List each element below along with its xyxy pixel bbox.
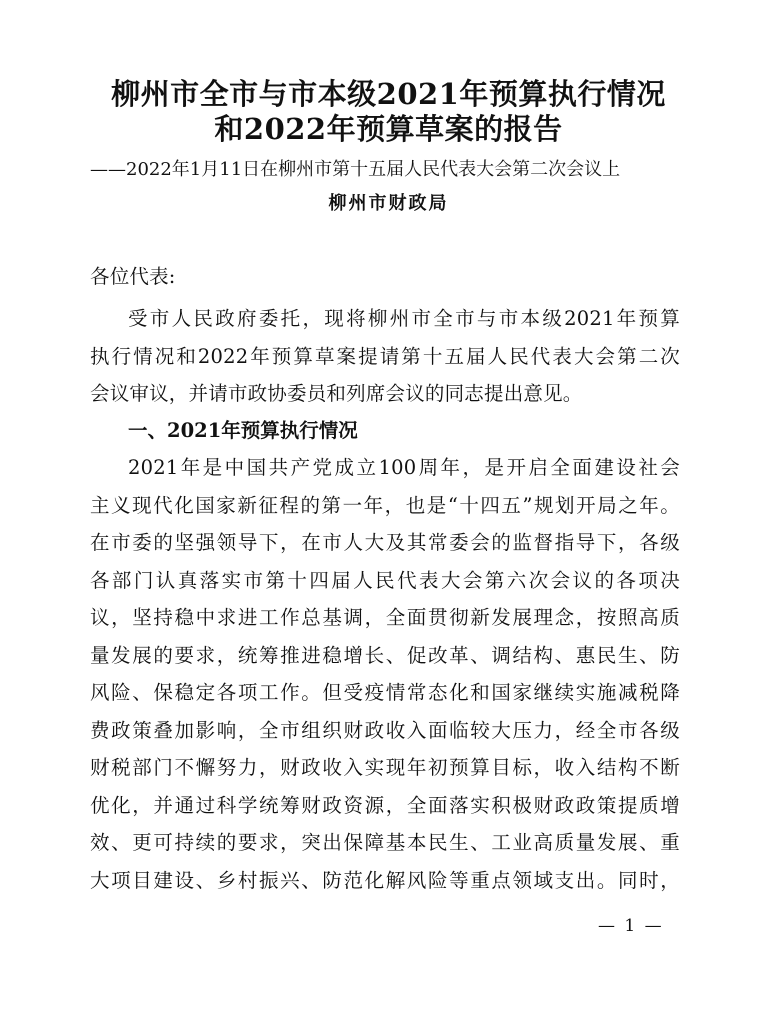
report-subtitle: ——2022年1月11日在柳州市第十五届人民代表大会第二次会议上: [90, 159, 621, 180]
paragraph-line: 议，坚持稳中求进工作总基调，全面贯彻新发展理念，按照高质: [90, 606, 680, 629]
paragraph-line: 财税部门不懈努力，财政收入实现年初预算目标，收入结构不断: [90, 756, 680, 779]
report-title-line-2: 和2022年预算草案的报告: [214, 112, 563, 146]
greeting: 各位代表:: [90, 265, 176, 288]
intro-line: 执行情况和2022年预算草案提请第十五届人民代表大会第二次: [90, 345, 680, 368]
paragraph-line: 费政策叠加影响，全市组织财政收入面临较大压力，经全市各级: [90, 719, 680, 742]
paragraph-line: 效、更可持续的要求，突出保障基本民生、工业高质量发展、重: [90, 831, 680, 854]
page-number: — 1 —: [598, 916, 664, 936]
paragraph-line: 各部门认真落实市第十四届人民代表大会第六次会议的各项决: [90, 569, 680, 592]
section-heading: 一、2021年预算执行情况: [128, 419, 358, 442]
intro-line: 受市人民政府委托，现将柳州市全市与市本级2021年预算: [128, 307, 680, 330]
paragraph-line: 2021年是中国共产党成立100周年，是开启全面建设社会: [128, 456, 680, 479]
report-author: 柳州市财政局: [328, 193, 449, 214]
paragraph-line: 风险、保稳定各项工作。但受疫情常态化和国家继续实施减税降: [90, 681, 680, 704]
report-title-line-1: 柳州市全市与市本级2021年预算执行情况: [111, 77, 666, 111]
paragraph-line: 大项目建设、乡村振兴、防范化解风险等重点领域支出。同时，: [90, 869, 680, 892]
paragraph-line: 在市委的坚强领导下，在市人大及其常委会的监督指导下，各级: [90, 531, 680, 554]
paragraph-line: 主义现代化国家新征程的第一年，也是“十四五”规划开局之年。: [90, 494, 680, 517]
intro-line: 会议审议，并请市政协委员和列席会议的同志提出意见。: [90, 382, 583, 405]
paragraph-line: 优化，并通过科学统筹财政资源，全面落实积极财政政策提质增: [90, 794, 680, 817]
paragraph-line: 量发展的要求，统筹推进稳增长、促改革、调结构、惠民生、防: [90, 644, 680, 667]
